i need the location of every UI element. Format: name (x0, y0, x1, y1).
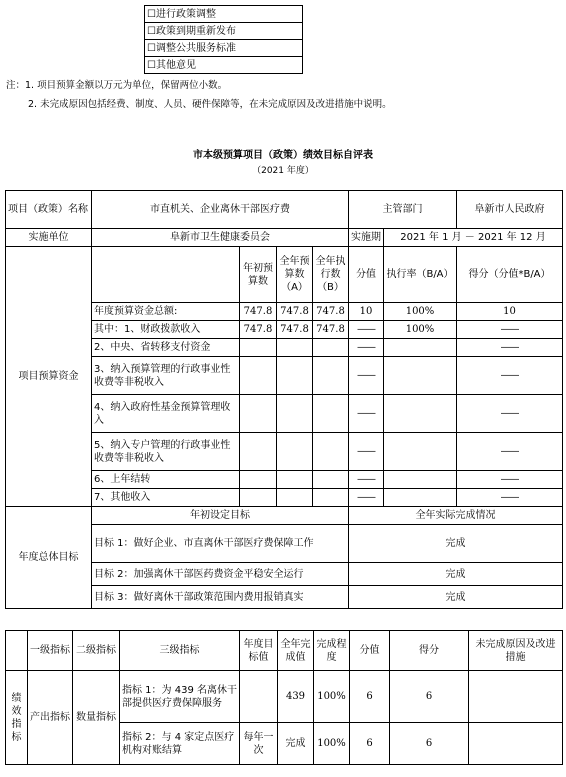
budget-row-label: 6、上年结转 (92, 471, 240, 489)
budget-row-initial (240, 395, 277, 433)
budget-row-exec (313, 395, 349, 433)
budget-section-label: 项目预算资金 (6, 247, 92, 507)
budget-row-got: —— (457, 433, 563, 471)
header-reason: 未完成原因及改进措施 (469, 631, 563, 671)
header-perf-score: 分值 (350, 631, 390, 671)
option-adjust-standard: ☐调整公共服务标准 (145, 40, 303, 57)
quantity-indicator-label: 数量指标 (73, 671, 120, 765)
budget-row-got: —— (457, 339, 563, 357)
indicator-reason (469, 723, 563, 765)
option-adjust-policy: ☐进行政策调整 (145, 6, 303, 23)
budget-row-score: 10 (349, 303, 384, 321)
indicator-degree: 100% (314, 671, 350, 723)
page-year: （2021 年度） (252, 166, 314, 176)
main-evaluation-table (5, 190, 563, 609)
budget-row-annual (277, 395, 313, 433)
annual-goal-actual: 完成 (349, 525, 563, 563)
budget-row-initial (240, 357, 277, 395)
performance-indicators-table (5, 630, 563, 765)
period-value: 2021 年 1 月 － 2021 年 12 月 (384, 229, 563, 247)
indicator-text: 指标 2：与 4 家定点医疗机构对账结算 (120, 723, 240, 765)
budget-row-initial: 747.8 (240, 321, 277, 339)
policy-options-table (144, 5, 303, 74)
option-other: ☐其他意见 (145, 57, 303, 74)
budget-header-blank (92, 247, 240, 303)
indicator-actual: 完成 (278, 723, 314, 765)
perf-indicator-label: 绩效指标 (6, 671, 28, 765)
annual-goal-text: 目标 3：做好离休干部政策范围内费用报销真实 (92, 586, 349, 609)
budget-row-score: —— (349, 357, 384, 395)
budget-row-got: —— (457, 357, 563, 395)
indicator-got: 6 (390, 723, 469, 765)
impl-unit-label: 实施单位 (6, 229, 92, 247)
budget-row-label: 7、其他收入 (92, 489, 240, 507)
annual-goal-text: 目标 2：加强离休干部医药费资金平稳安全运行 (92, 563, 349, 586)
indicator-degree: 100% (314, 723, 350, 765)
header-annual-target: 年度目标值 (240, 631, 278, 671)
header-level2: 二级指标 (73, 631, 120, 671)
budget-row-got: —— (457, 471, 563, 489)
budget-row-exec (313, 433, 349, 471)
budget-row-rate: 100% (384, 303, 457, 321)
project-name-label: 项目（政策）名称 (6, 191, 92, 229)
header-level3: 三级指标 (120, 631, 240, 671)
budget-row-score: —— (349, 489, 384, 507)
budget-row-got: —— (457, 395, 563, 433)
budget-row-exec (313, 489, 349, 507)
budget-row-score: —— (349, 395, 384, 433)
budget-row-initial (240, 433, 277, 471)
budget-row-got: —— (457, 321, 563, 339)
budget-row-exec: 747.8 (313, 303, 349, 321)
indicator-reason (469, 671, 563, 723)
annual-goals-label: 年度总体目标 (6, 507, 92, 609)
header-annual-exec: 全年执行数（B） (313, 247, 349, 303)
budget-row-annual (277, 471, 313, 489)
budget-row-label: 2、中央、省转移支付资金 (92, 339, 240, 357)
indicator-target (240, 671, 278, 723)
output-indicator-label: 产出指标 (28, 671, 73, 765)
budget-row-initial (240, 339, 277, 357)
budget-row-initial (240, 471, 277, 489)
budget-row-exec (313, 357, 349, 395)
budget-row-annual (277, 339, 313, 357)
dept-label: 主管部门 (349, 191, 457, 229)
budget-row-score: —— (349, 471, 384, 489)
budget-row-rate (384, 357, 457, 395)
budget-row-annual: 747.8 (277, 303, 313, 321)
budget-row-score: —— (349, 339, 384, 357)
budget-row-exec (313, 471, 349, 489)
budget-row-rate (384, 339, 457, 357)
period-label: 实施期 (349, 229, 384, 247)
dept-value: 阜新市人民政府 (457, 191, 563, 229)
annual-goal-actual: 完成 (349, 586, 563, 609)
header-got-score: 得分（分值*B/A） (457, 247, 563, 303)
header-level1: 一级指标 (28, 631, 73, 671)
budget-row-label: 5、纳入专户管理的行政事业性收费等非税收入 (92, 433, 240, 471)
budget-row-label: 年度预算资金总额: (92, 303, 240, 321)
budget-row-rate (384, 489, 457, 507)
header-annual-budget: 全年预算数（A） (277, 247, 313, 303)
header-annual-actual: 全年完成值 (278, 631, 314, 671)
header-actual-completion: 全年实际完成情况 (349, 507, 563, 525)
annual-goal-text: 目标 1：做好企业、市直离休干部医疗费保障工作 (92, 525, 349, 563)
budget-row-rate: 100% (384, 321, 457, 339)
budget-row-rate (384, 433, 457, 471)
impl-unit-value: 阜新市卫生健康委员会 (92, 229, 349, 247)
budget-row-label: 4、纳入政府性基金预算管理收入 (92, 395, 240, 433)
header-score: 分值 (349, 247, 384, 303)
budget-row-exec: 747.8 (313, 321, 349, 339)
budget-row-label: 3、纳入预算管理的行政事业性收费等非税收入 (92, 357, 240, 395)
indicator-score: 6 (350, 671, 390, 723)
indicator-target: 每年一次 (240, 723, 278, 765)
annual-goal-actual: 完成 (349, 563, 563, 586)
budget-row-initial (240, 489, 277, 507)
budget-row-annual (277, 433, 313, 471)
header-perf-got: 得分 (390, 631, 469, 671)
header-initial-budget: 年初预算数 (240, 247, 277, 303)
header-completion-degree: 完成程度 (314, 631, 350, 671)
budget-row-rate (384, 395, 457, 433)
budget-row-score: —— (349, 321, 384, 339)
budget-row-annual (277, 489, 313, 507)
budget-row-score: —— (349, 433, 384, 471)
budget-row-label: 其中：1、财政拨款收入 (92, 321, 240, 339)
indicator-score: 6 (350, 723, 390, 765)
page-title: 市本级预算项目（政策）绩效目标自评表 (193, 150, 373, 161)
header-set-goal: 年初设定目标 (92, 507, 349, 525)
budget-row-got: 10 (457, 303, 563, 321)
indicator-got: 6 (390, 671, 469, 723)
option-republish-policy: ☐政策到期重新发布 (145, 23, 303, 40)
budget-row-got: —— (457, 489, 563, 507)
note-1: 注：1. 项目预算金额以万元为单位，保留两位小数。 (6, 80, 228, 91)
perf-corner-blank (6, 631, 28, 671)
project-name-value: 市直机关、企业离休干部医疗费 (92, 191, 349, 229)
budget-row-exec (313, 339, 349, 357)
budget-row-annual (277, 357, 313, 395)
budget-row-initial: 747.8 (240, 303, 277, 321)
budget-row-rate (384, 471, 457, 489)
indicator-actual: 439 (278, 671, 314, 723)
budget-row-annual: 747.8 (277, 321, 313, 339)
indicator-text: 指标 1：为 439 名离休干部提供医疗费保障服务 (120, 671, 240, 723)
header-exec-rate: 执行率（B/A） (384, 247, 457, 303)
note-2: 2. 未完成原因包括经费、制度、人员、硬件保障等，在未完成原因及改进措施中说明。 (28, 99, 392, 110)
